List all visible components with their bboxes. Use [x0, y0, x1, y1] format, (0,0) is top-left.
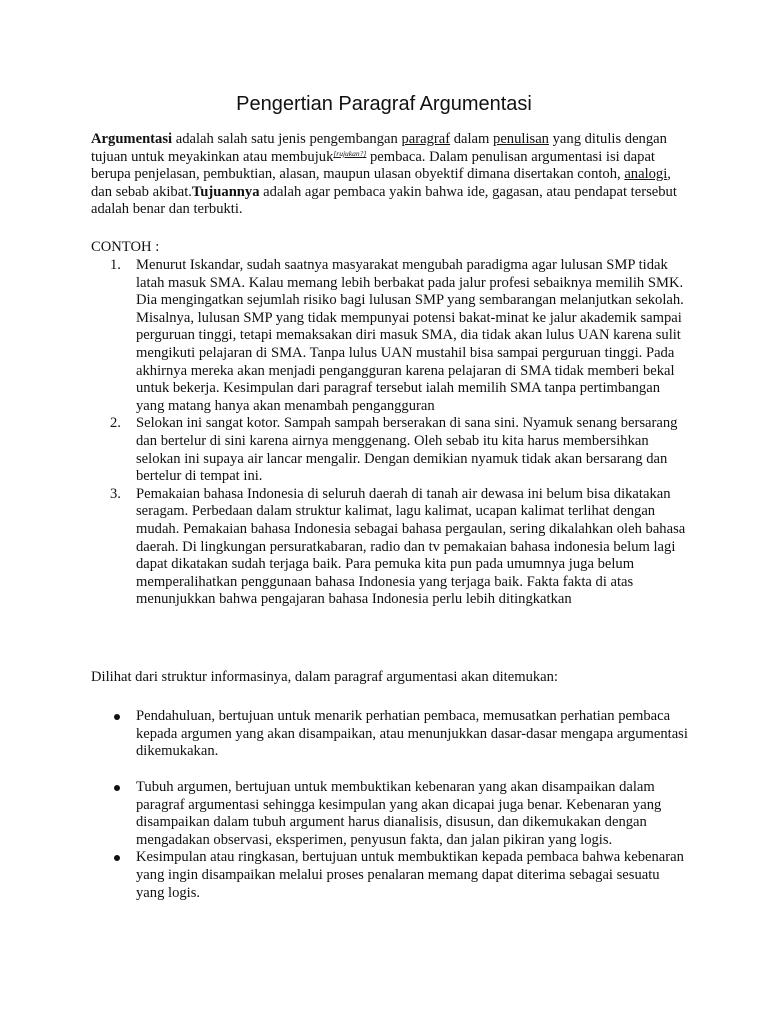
intro-text-3: yang ditulis dengan tujuan untuk meyakinkan atau membujuk [91, 131, 667, 165]
structure-item-text: Tubuh argumen, bertujuan untuk membuktikan kebenaran yang akan disampaikan dalam paragraf argumentasi sehingga kesimpulan yang akan dicapai juga benar. Kebenaran yang disampaikan dalam tubuh argument harus dianalisis, disusun, dan dikemukakan dengan mengadakan observasi, eksperimen, penyusun fakta, dan jalan pikiran yang logis. [136, 779, 662, 848]
link-paragraf[interactable]: paragraf [401, 131, 451, 147]
bullet-icon [114, 785, 120, 791]
citation-needed-note[interactable]: [rujukan?] [333, 148, 367, 158]
intro-text-1: adalah salah satu jenis pengembangan [172, 131, 402, 147]
example-text: Selokan ini sangat kotor. Sampah sampah berserakan di sana sini. Nyamuk senang bersarang dan bertelur di sini karena airnya menggenang. Oleh sebab itu kita harus membersihkan selokan ini supaya air lancar mengalir. Dengan demikian nyamuk tidak akan bersarang dan bertelur di tempat ini. [136, 415, 678, 485]
examples-heading: CONTOH : [91, 239, 160, 255]
structure-intro: Dilihat dari struktur informasinya, dalam paragraf argumentasi akan ditemukan: [91, 669, 558, 685]
structure-item-text: Kesimpulan atau ringkasan, bertujuan untuk membuktikan kepada pembaca bahwa kebenaran yang ingin disampaikan melalui proses penalaran memang dapat diterima sebagai sesuatu yang logis. [136, 849, 684, 901]
term-tujuannya: Tujuannya [191, 183, 260, 200]
example-item-2 [91, 415, 691, 485]
term-argumentasi: Argumentasi [91, 131, 173, 147]
intro-text-4: pembaca. Dalam penulisan argumentasi isi dapat berupa penjelasan, pembuktian, alasan, maupun ulasan obyektif dimana disertakan contoh, [91, 148, 655, 183]
link-analogi[interactable]: analogi [624, 166, 668, 183]
bullet-icon [114, 714, 120, 720]
structure-item-pendahuluan [91, 708, 691, 761]
intro-text-2: dalam [450, 131, 494, 147]
structure-item-kesimpulan [91, 849, 691, 902]
structure-item-tubuh [91, 779, 691, 849]
intro-text-5: , dan sebab akibat. [91, 166, 671, 200]
example-text: Menurut Iskandar, sudah saatnya masyarakat mengubah paradigma agar lulusan SMP tidak latah masuk SMA. Kalau memang lebih berbakat pada jalur profesi sebaiknya memilih SMK. Dia mengingatkan sejumlah risiko bagi lulusan SMP yang sembarangan melanjutkan sekolah. Misalnya, lulusan SMP yang tidak mempunyai potensi bakat-minat ke jalur akademik sampai perguruan tinggi, tetapi memaksakan diri masuk SMA, dia tidak akan lulus UAN karena sulit mengikuti pelajaran di SMA. Tanpa lulus UAN mustahil bisa sampai perguruan tinggi. Pada akhirnya mereka akan menjadi pengangguran karena pelajaran di SMA tidak memberi bekal untuk bekerja. Kesimpulan dari paragraf tersebut ialah memilih SMA tanpa pertimbangan yang matang hanya akan menambah pengangguran [136, 257, 684, 414]
example-item-1 [91, 257, 691, 415]
structure-item-text: Pendahuluan, bertujuan untuk menarik perhatian pembaca, memusatkan perhatian pembaca kepada argumen yang akan disampaikan, atau menunjukkan dasar-dasar mengapa argumentasi dikemukakan. [136, 708, 688, 760]
bullet-icon [114, 855, 120, 861]
example-item-3 [91, 486, 691, 609]
structure-list-intro [91, 708, 691, 761]
example-text: Pemakaian bahasa Indonesia di seluruh daerah di tanah air dewasa ini belum bisa dikatakan seragam. Perbedaan dalam struktur kalimat, lagu kalimat, ucapan kalimat terlihat dengan mudah. Pemakaian bahasa Indonesia sebagai bahasa pergaulan, sering dikalahkan oleh bahasa daerah. Di lingkungan persuratkabaran, radio dan tv pemakaian bahasa indonesia belum lagi dapat dikatakan sudah terjaga baik. Para pemuka kita pun pada umumnya juga belum memperalihatkan penggunaan bahasa Indonesia yang terjaga baik. Fakta fakta di atas menunjukkan bahwa pengajaran bahasa Indonesia perlu lebih ditingkatkan [136, 485, 686, 608]
structure-list-body [91, 779, 691, 902]
example-number: 2. [110, 415, 121, 432]
link-penulisan[interactable]: penulisan [493, 131, 549, 147]
page-title: Pengertian Paragraf Argumentasi [236, 93, 532, 115]
intro-text-6: adalah agar pembaca yakin bahwa ide, gagasan, atau pendapat tersebut adalah benar dan terbukti. [91, 183, 677, 218]
examples-list [91, 257, 691, 609]
example-number: 1. [110, 257, 121, 273]
intro-paragraph [91, 131, 691, 219]
example-number: 3. [110, 485, 121, 502]
